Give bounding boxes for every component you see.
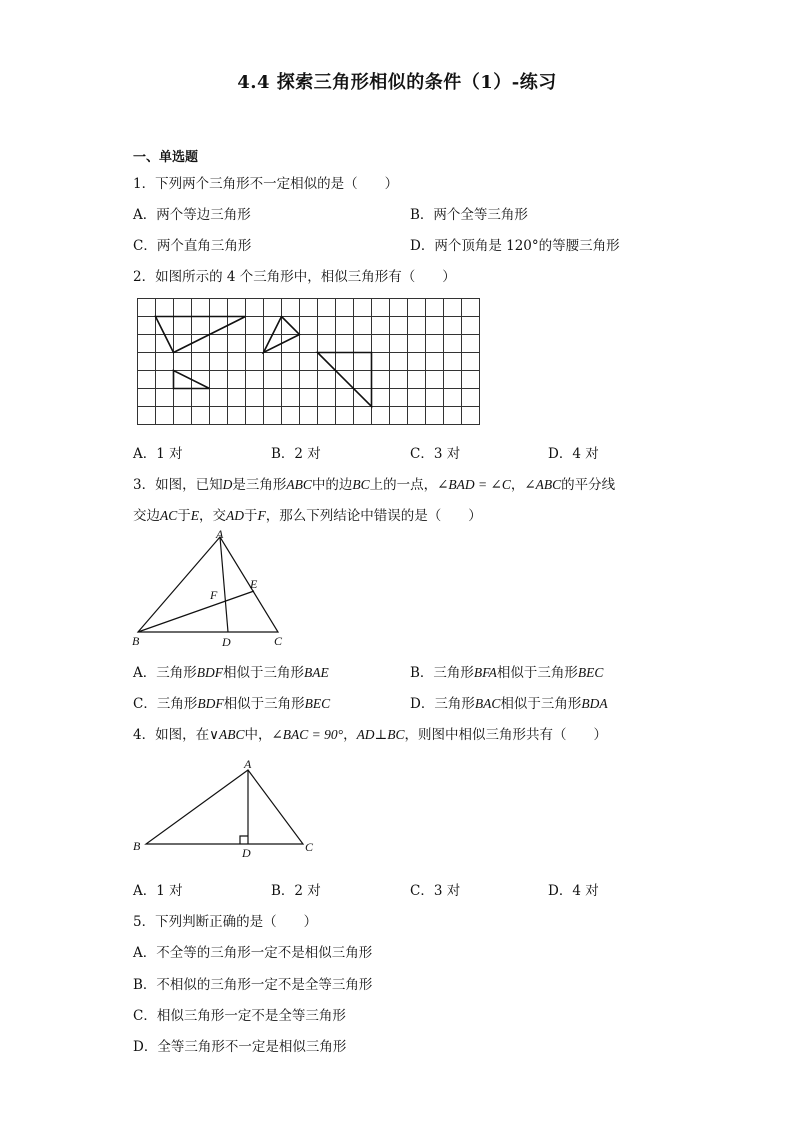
page-title: 4.4 探索三角形相似的条件（1）-练习 <box>237 72 557 93</box>
q1-option-b: B．两个全等三角形 <box>410 207 528 223</box>
q4-stem: 4．如图，在∨ABC中，∠BAC = 90°，AD⊥BC，则图中相似三角形共有（ ） <box>133 727 608 743</box>
q3-segment-ad <box>220 537 228 632</box>
q1-option-c: C．两个直角三角形 <box>133 238 252 254</box>
q2-option-b: B．2 对 <box>271 446 321 462</box>
q3-option-a: A．三角形BDF相似于三角形BAE <box>133 665 329 681</box>
q2-option-d: D．4 对 <box>548 446 599 462</box>
q4-right-triangle-figure <box>128 754 328 864</box>
q1-option-a: A．两个等边三角形 <box>133 207 251 223</box>
q2-stem: 2．如图所示的 4 个三角形中，相似三角形有（ ） <box>133 269 456 285</box>
q4-right-angle-mark <box>240 836 248 844</box>
q5-stem: 5．下列判断正确的是（ ） <box>133 914 318 930</box>
q3-label-d: D <box>222 635 231 649</box>
q5-option-d: D．全等三角形不一定是相似三角形 <box>133 1039 347 1055</box>
q4-option-a: A．1 对 <box>133 883 183 899</box>
q4-label-d: D <box>242 846 251 860</box>
q2-option-c: C．3 对 <box>410 446 461 462</box>
q4-option-c: C．3 对 <box>410 883 461 899</box>
q3-option-d: D．三角形BAC相似于三角形BDA <box>410 696 608 712</box>
q3-option-c: C．三角形BDF相似于三角形BEC <box>133 696 331 712</box>
q4-option-d: D．4 对 <box>548 883 599 899</box>
q5-option-b: B．不相似的三角形一定不是全等三角形 <box>133 977 373 993</box>
q3-stem-line2: 交边AC于E，交AD于F，那么下列结论中错误的是（ ） <box>133 508 482 524</box>
q3-label-a: A <box>216 527 224 541</box>
q5-option-c: C．相似三角形一定不是全等三角形 <box>133 1008 346 1024</box>
q3-stem-line1: 3．如图，已知D是三角形ABC中的边BC上的一点，∠BAD = ∠C，∠ABC的平分线 <box>133 477 616 493</box>
section-heading: 一、单选题 <box>133 150 199 165</box>
q4-option-b: B．2 对 <box>271 883 321 899</box>
q1-option-d: D．两个顶角是 120°的等腰三角形 <box>410 238 620 254</box>
q1-stem: 1．下列两个三角形不一定相似的是（ ） <box>133 176 399 192</box>
q5-option-a: A．不全等的三角形一定不是相似三角形 <box>133 945 373 961</box>
q3-label-f: F <box>210 588 218 602</box>
q3-option-b: B．三角形BFA相似于三角形BEC <box>410 665 604 681</box>
q3-label-b: B <box>132 634 140 648</box>
grid-triangle-right <box>318 353 372 407</box>
q3-label-c: C <box>274 634 283 648</box>
q3-triangle-figure <box>128 527 298 652</box>
q4-triangle-abc <box>146 770 303 844</box>
q3-label-e: E <box>250 577 258 591</box>
q4-label-b: B <box>133 839 141 853</box>
q4-label-a: A <box>244 757 252 771</box>
q2-grid-figure <box>137 298 481 426</box>
q4-label-c: C <box>305 840 314 854</box>
q2-option-a: A．1 对 <box>133 446 183 462</box>
